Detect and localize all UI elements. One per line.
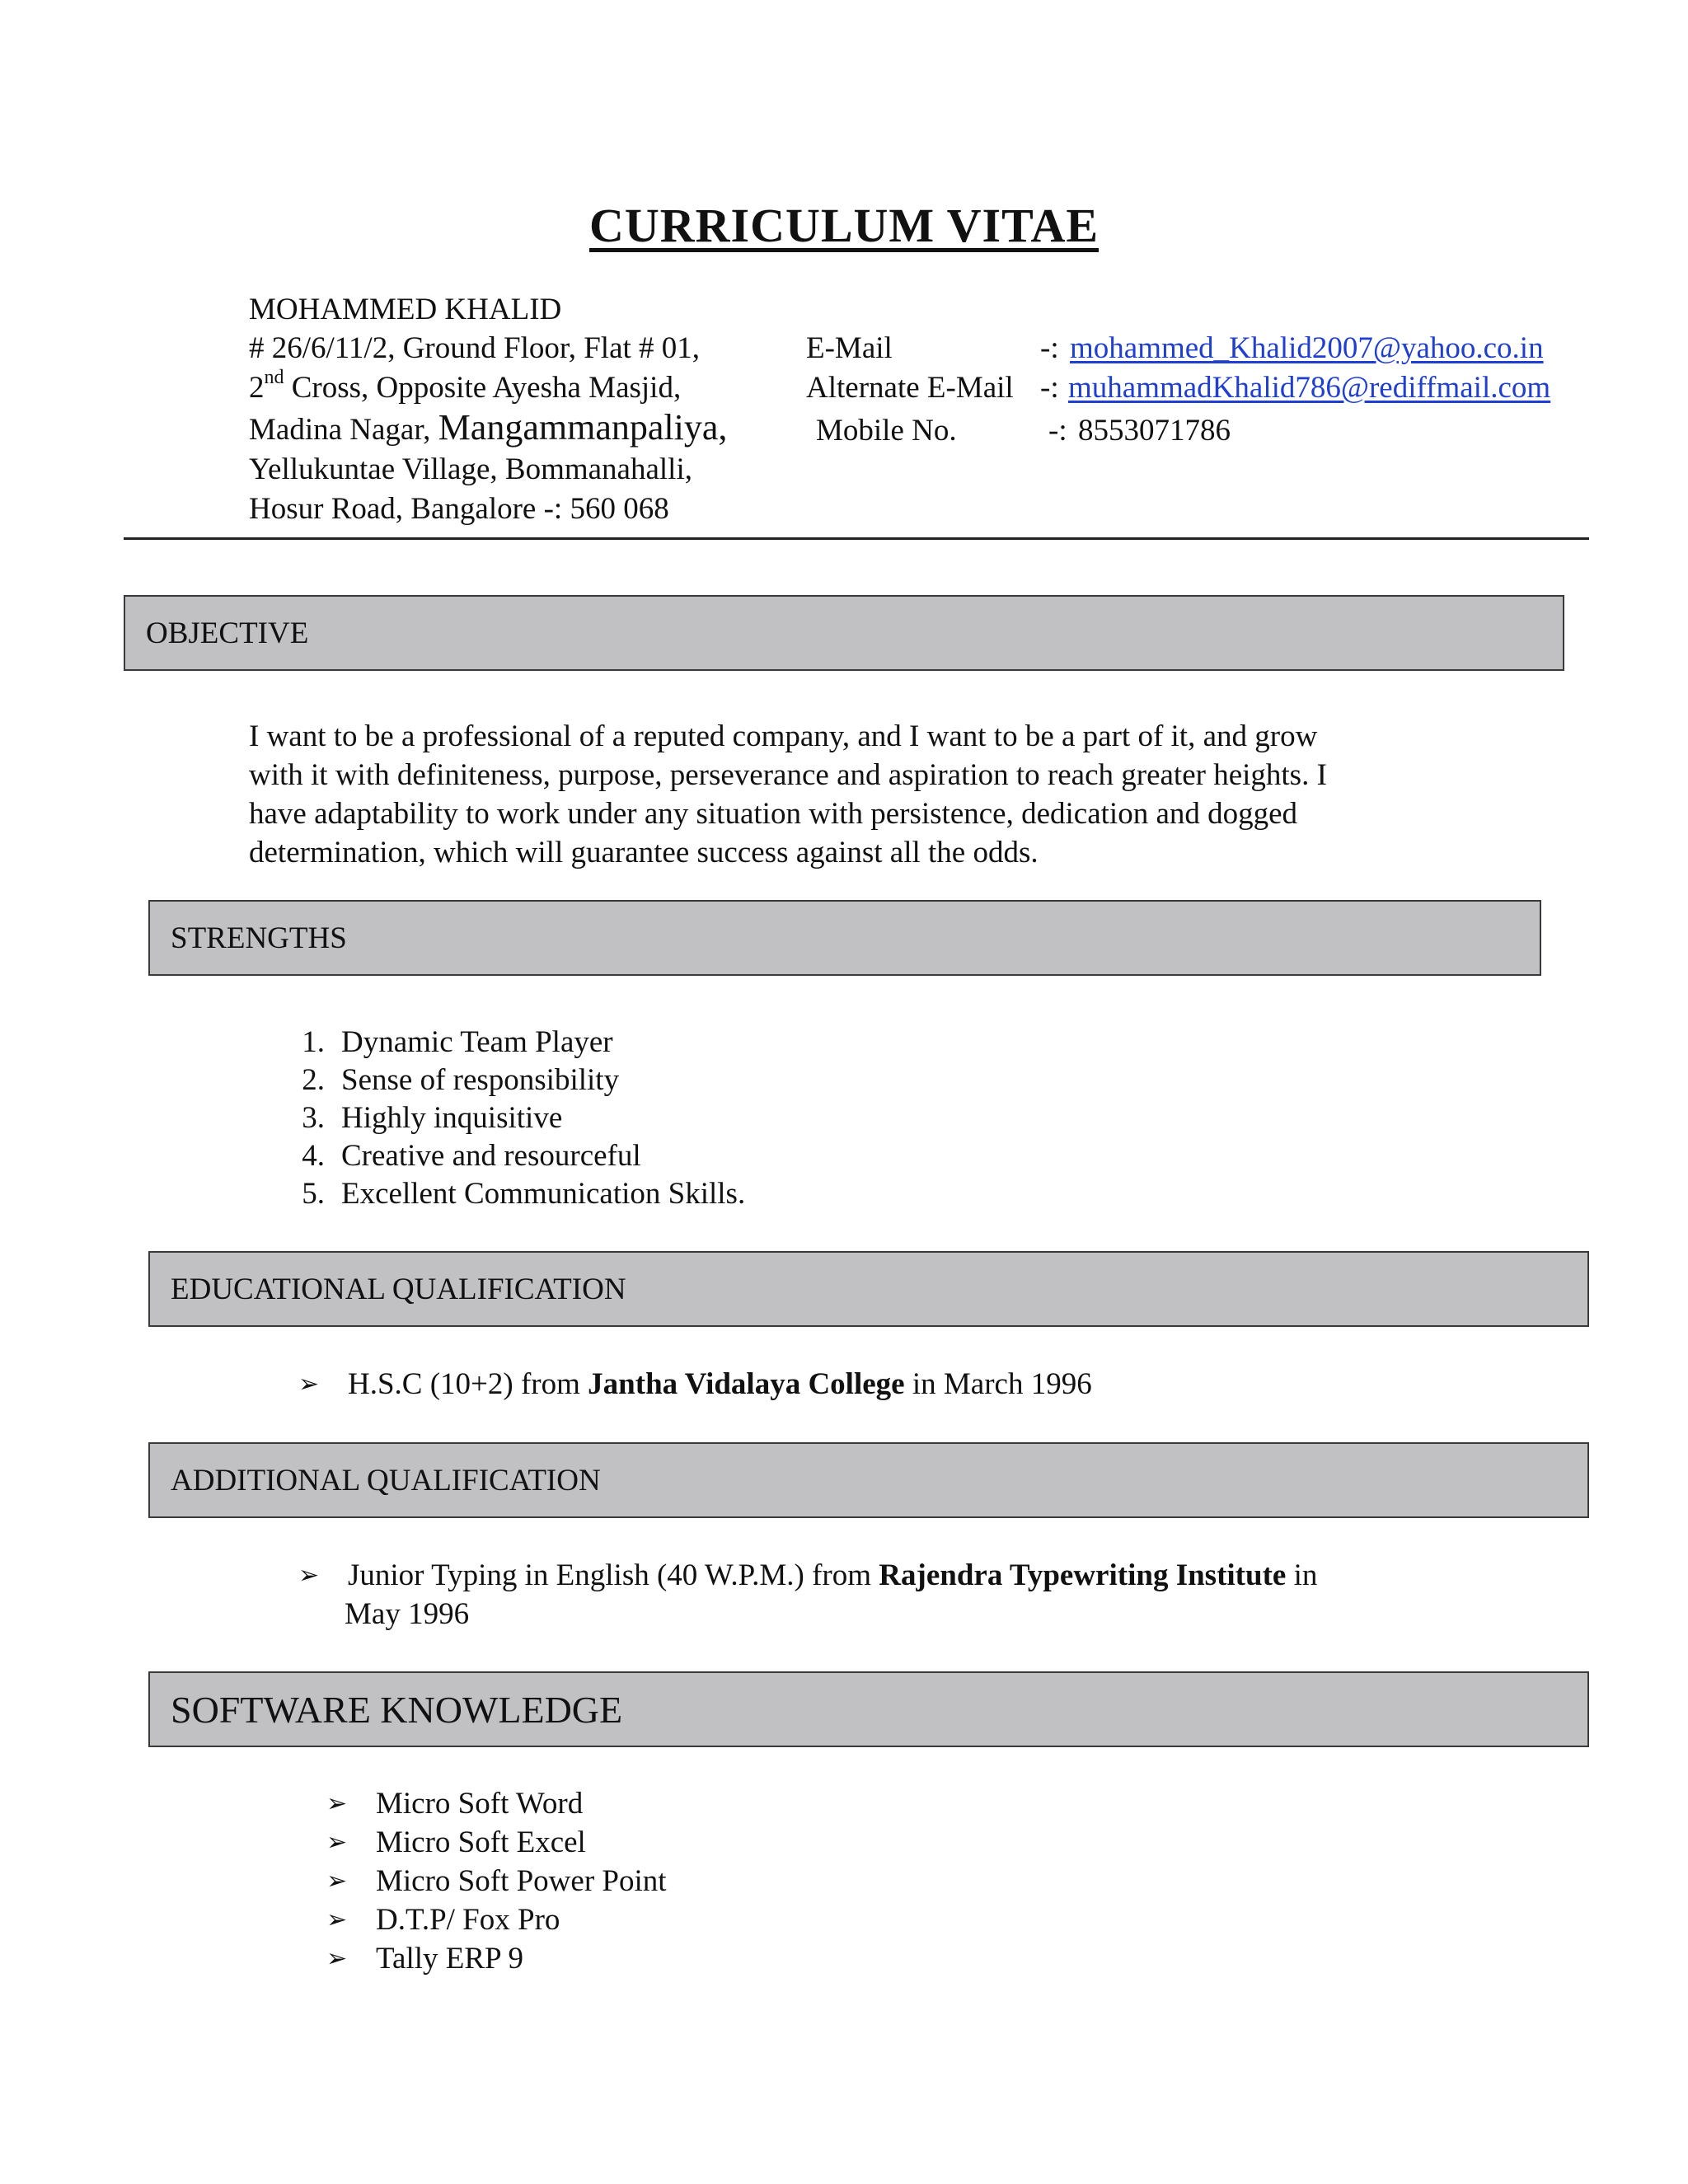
list-item-number: 4. <box>302 1139 325 1173</box>
address-line-1: # 26/6/11/2, Ground Floor, Flat # 01, <box>249 331 701 365</box>
address-line-5: Hosur Road, Bangalore -: 560 068 <box>249 492 669 526</box>
list-item <box>274 1024 745 1062</box>
mobile-label: Mobile No. <box>816 414 957 448</box>
alt-email-label: Alternate E-Mail <box>806 371 1014 405</box>
software-item: Tally ERP 9 <box>376 1942 523 1975</box>
list-item <box>326 1900 667 1939</box>
list-item-text: Highly inquisitive <box>341 1101 563 1135</box>
address-line-3 <box>249 408 727 450</box>
email-link[interactable]: mohammed_Khalid2007@yahoo.co.in <box>1070 331 1544 365</box>
list-item <box>326 1784 667 1823</box>
additional-item-line-2: May 1996 <box>345 1597 470 1631</box>
email-label: E-Mail <box>806 331 893 365</box>
education-heading: EDUCATIONAL QUALIFICATION <box>148 1251 1589 1327</box>
objective-line-2: with it with definiteness, purpose, perseverance and aspiration to reach greater heights. I <box>249 758 1327 792</box>
list-item-number: 1. <box>302 1025 325 1059</box>
list-item <box>274 1175 745 1213</box>
address-line-3-text: Madina Nagar, <box>249 413 431 447</box>
address-line-2 <box>249 368 681 408</box>
additional-institution: Rajendra Typewriting Institute <box>879 1558 1287 1592</box>
arrow-bullet-icon: ➢ <box>326 1789 348 1818</box>
additional-item-pre: Junior Typing in English (40 W.P.M.) from <box>348 1558 872 1592</box>
alt-email-link[interactable]: muhammadKhalid786@rediffmail.com <box>1068 371 1551 405</box>
objective-line-3: have adaptability to work under any situation with persistence, dedication and dogged <box>249 797 1298 831</box>
education-item <box>298 1365 1092 1404</box>
arrow-bullet-icon: ➢ <box>326 1905 348 1934</box>
education-item-text <box>348 1365 1092 1404</box>
objective-line-4: determination, which will guarantee success against all the odds. <box>249 836 1039 869</box>
page-title: CURRICULUM VITAE <box>588 199 1100 252</box>
list-item-text: Excellent Communication Skills. <box>341 1177 746 1211</box>
additional-item-text <box>348 1556 1317 1595</box>
list-item <box>274 1062 745 1099</box>
list-item-number: 2. <box>302 1063 325 1097</box>
software-item: Micro Soft Power Point <box>376 1864 667 1898</box>
software-item: Micro Soft Word <box>376 1787 584 1821</box>
list-item <box>326 1823 667 1862</box>
email-separator: -: <box>1040 331 1059 365</box>
list-item-number: 5. <box>302 1177 325 1211</box>
software-heading: SOFTWARE KNOWLEDGE <box>148 1671 1589 1747</box>
candidate-name: MOHAMMED KHALID <box>249 293 562 326</box>
mobile-number: 8553071786 <box>1078 414 1231 448</box>
list-item <box>326 1939 667 1978</box>
objective-line-1: I want to be a professional of a reputed company, and I want to be a part of it, and grow <box>249 719 1318 753</box>
arrow-bullet-icon: ➢ <box>326 1867 348 1896</box>
list-item <box>326 1862 667 1900</box>
objective-heading: OBJECTIVE <box>124 595 1564 671</box>
arrow-bullet-icon: ➢ <box>326 1944 348 1973</box>
list-item <box>274 1099 745 1137</box>
software-item: Micro Soft Excel <box>376 1825 586 1859</box>
software-item: D.T.P/ Fox Pro <box>376 1903 560 1937</box>
address-line-2-prefix: 2 <box>249 371 265 405</box>
address-line-2-ordinal: nd <box>264 366 284 388</box>
education-institution: Jantha Vidalaya College <box>588 1367 905 1401</box>
alt-email-separator: -: <box>1040 371 1059 405</box>
additional-item-post: in <box>1293 1558 1318 1592</box>
address-line-2-text: Cross, Opposite Ayesha Masjid, <box>291 371 682 405</box>
objective-text <box>249 717 1535 872</box>
list-item <box>274 1137 745 1175</box>
strengths-heading: STRENGTHS <box>148 900 1541 976</box>
arrow-bullet-icon: ➢ <box>326 1828 348 1857</box>
strengths-list <box>274 1024 745 1213</box>
additional-heading: ADDITIONAL QUALIFICATION <box>148 1442 1589 1518</box>
header-divider <box>124 537 1589 540</box>
address-line-3-locality: Mangammanpaliya, <box>438 407 728 448</box>
education-item-post: in March 1996 <box>912 1367 1092 1401</box>
mobile-separator: -: <box>1048 414 1067 448</box>
address-line-4: Yellukuntae Village, Bommanahalli, <box>249 452 692 486</box>
arrow-bullet-icon: ➢ <box>298 1561 320 1590</box>
arrow-bullet-icon: ➢ <box>298 1370 320 1399</box>
list-item-number: 3. <box>302 1101 325 1135</box>
list-item-text: Dynamic Team Player <box>341 1025 613 1059</box>
additional-item <box>298 1556 1317 1595</box>
software-list <box>326 1784 667 1978</box>
education-item-pre: H.S.C (10+2) from <box>348 1367 580 1401</box>
list-item-text: Creative and resourceful <box>341 1139 641 1173</box>
list-item-text: Sense of responsibility <box>341 1063 620 1097</box>
